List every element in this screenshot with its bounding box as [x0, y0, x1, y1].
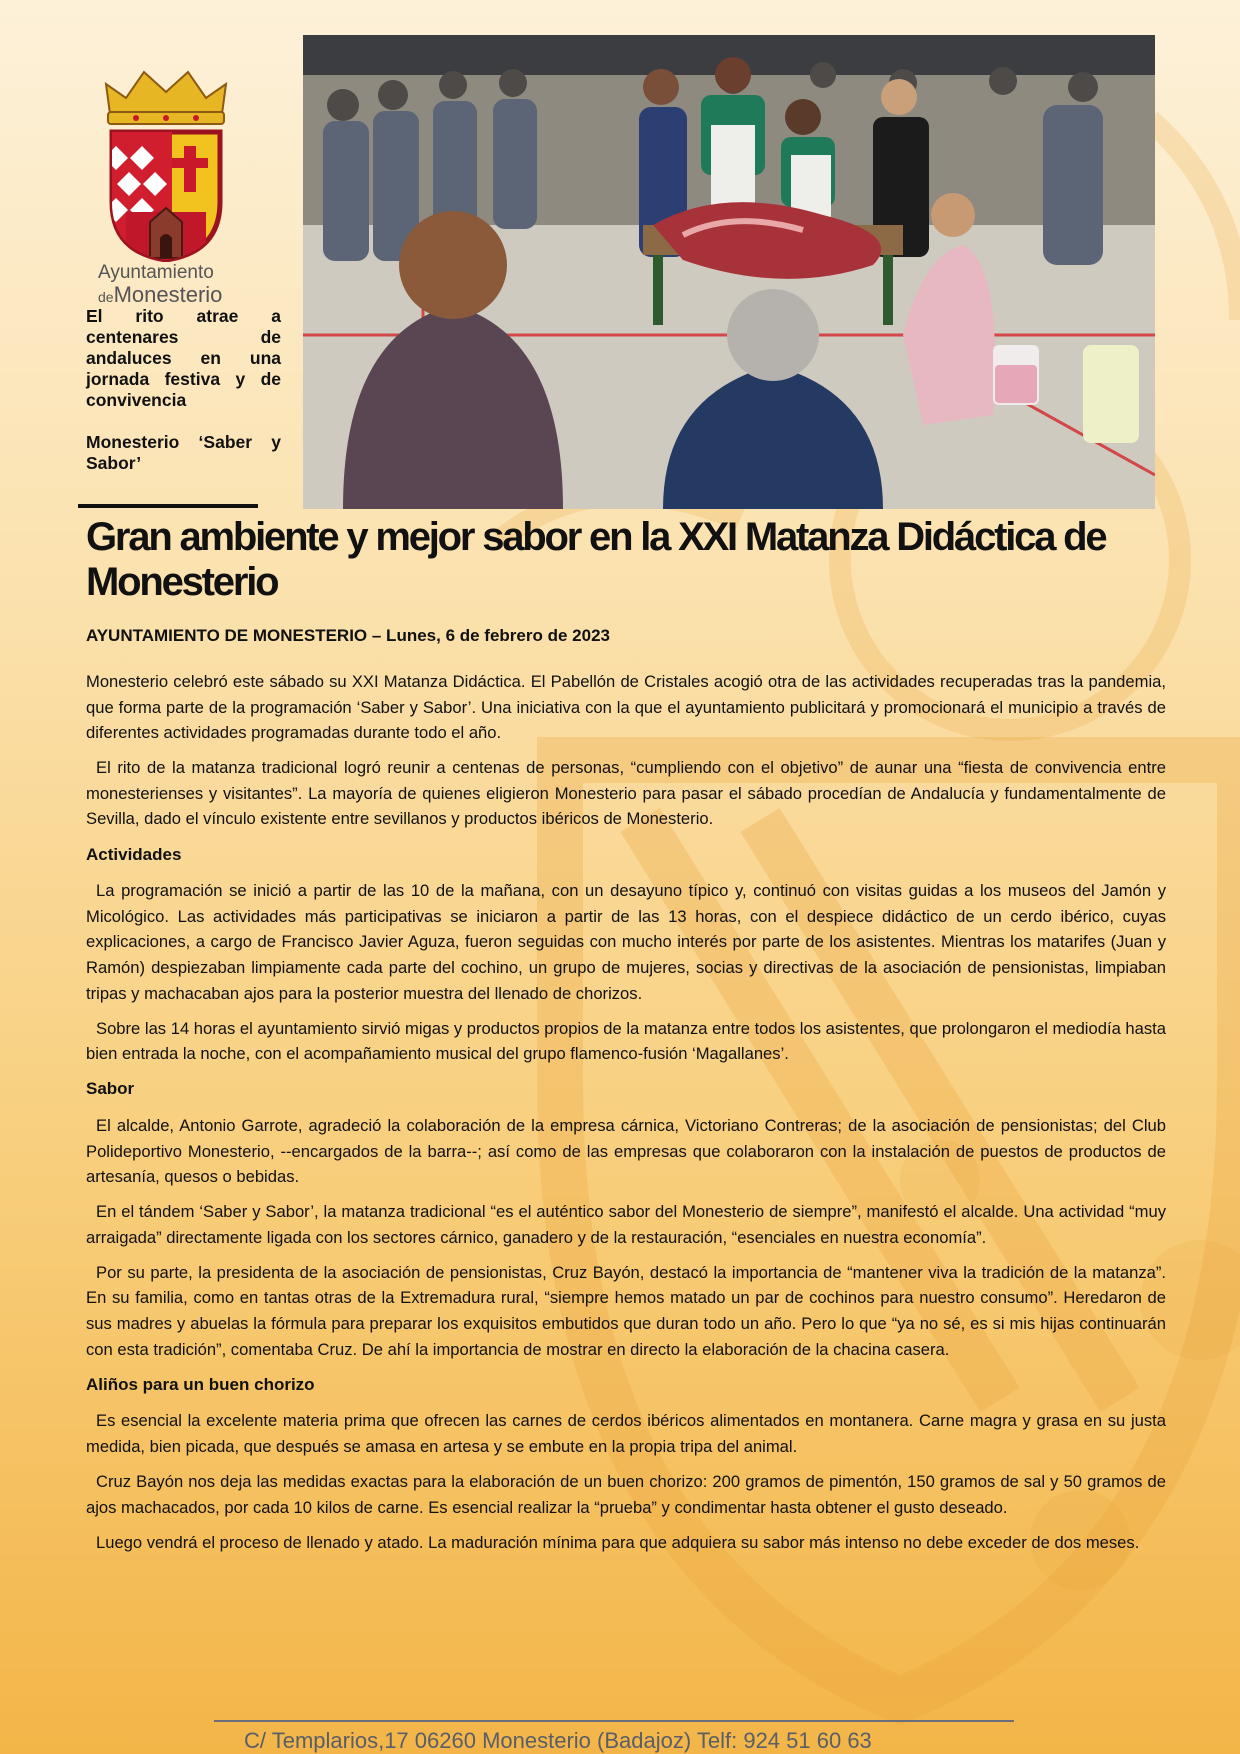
- article-kicker: Monesterio ‘Saber y Sabor’: [86, 432, 281, 473]
- divider-rule: [78, 504, 258, 508]
- footer-address: C/ Templarios,17 06260 Monesterio (Badajoz) Telf: 924 51 60 63: [244, 1728, 872, 1753]
- article-byline: AYUNTAMIENTO DE MONESTERIO – Lunes, 6 de febrero de 2023: [86, 626, 610, 645]
- paragraph: Cruz Bayón nos deja las medidas exactas para la elaboración de un buen chorizo: 200 gramos de pimentón, 150 gramos de sal y 50 gramos de ajos machacados, por cada 10 kilos de carne. Es esencial realizar la “prueba” y condimentar hasta obtener el gusto deseado.: [86, 1472, 1166, 1517]
- logo-wordmark-line1: Ayuntamiento: [98, 262, 214, 283]
- section-heading-sabor: Sabor: [86, 1079, 135, 1099]
- matanza-photo: [303, 35, 1155, 509]
- paragraph: Luego vendrá el proceso de llenado y atado. La maduración mínima para que adquiera su sabor más intenso no debe exceder de dos meses.: [96, 1532, 1140, 1552]
- paragraph: Monesterio celebró este sábado su XXI Matanza Didáctica. El Pabellón de Cristales acogió otra de las actividades recuperadas tras la pandemia, que forma parte de la programación ‘Saber y Sabor’. Una iniciativa con la que el ayuntamiento publicitará y promocionará el municipio a través de diferentes actividades programadas durante todo el año.: [86, 672, 1166, 743]
- logo-wordmark-line2: deMonesterio: [98, 282, 223, 307]
- article-headline: Gran ambiente y mejor sabor en la XXI Matanza Didáctica de Monesterio: [86, 515, 1106, 604]
- paragraph: Sobre las 14 horas el ayuntamiento sirvió migas y productos propios de la matanza entre todos los asistentes, que prolongaron el mediodía hasta bien entrada la noche, con el acompañamiento musical del grupo flamenco-fusión ‘Magallanes’.: [86, 1018, 1166, 1064]
- footer-rule: [214, 1720, 1014, 1722]
- paragraph: El rito de la matanza tradicional logró reunir a centenas de personas, “cumpliendo con el objetivo” de aunar una “fiesta de convivencia entre monesterienses y visitantes”. La mayoría de quienes eligieron Monesterio para pasar el sábado procedían de Andalucía y fundamentalmente de Sevilla, dado el vínculo existente entre sevillanos y productos ibéricos de Monesterio.: [86, 758, 1166, 829]
- paragraph: Por su parte, la presidenta de la asociación de pensionistas, Cruz Bayón, destacó la importancia de “mantener viva la tradición de la matanza”. En su familia, como en tantas otras de la Extremadura rural, “siempre hemos matado un par de cochinos para nuestro consumo”. Heredaron de sus madres y abuelas la fórmula para preparar los exquisitos embutidos que duran todo un año. Pero lo que “ya no sé, es si mis hijas continuarán con esta tradición”, comentaba Cruz. De ahí la importancia de mostrar en directo la elaboración de la chacina casera.: [86, 1262, 1166, 1359]
- section-heading-alinos: Aliños para un buen chorizo: [86, 1374, 315, 1394]
- paragraph: En el tándem ‘Saber y Sabor’, la matanza tradicional “es el auténtico sabor del Monesterio de siempre”, manifestó el alcalde. Una actividad “muy arraigada” directamente ligada con los sectores cárnico, ganadero y de la restauración, “esenciales en nuestra economía”.: [86, 1202, 1166, 1247]
- section-heading-actividades: Actividades: [86, 844, 182, 864]
- paragraph: Es esencial la excelente materia prima que ofrecen las carnes de cerdos ibéricos alimentados en montanera. Carne magra y grasa en su justa medida, bien picada, que después se amasa en artesa y se embute en la propia tripa del animal.: [86, 1411, 1166, 1456]
- paragraph: El alcalde, Antonio Garrote, agradeció la colaboración de la empresa cárnica, Victoriano Contreras; de la asociación de pensionistas; del Club Polideportivo Monesterio, --encargados de la barra--; así como de las empresas que colaboraron con la instalación de puestos de productos de artesanía, quesos o bebidas.: [86, 1115, 1166, 1187]
- paragraph: La programación se inició a partir de las 10 de la mañana, con un desayuno típico y, continuó con visitas guidas a los museos del Jamón y Micológico. Las actividades más participativas se iniciaron a partir de las 13 horas, con el despiece didáctico de un cerdo ibérico, cuyas explicaciones, a cargo de Francisco Javier Aguza, fueron seguidas con mucho interés por parte de los asistentes. Mientras los matarifes (Juan y Ramón) despiezaban limpiamente cada parte del cochino, un grupo de mujeres, socias y directivas de la asociación de pensionistas, limpiaban tripas y machacaban ajos para la posterior muestra del llenado de chorizos.: [86, 881, 1166, 1003]
- article-subtitle: El rito atrae a centenares de andaluces en una jornada festiva y de convivencia: [86, 306, 281, 410]
- coat-of-arms-icon: [86, 62, 246, 262]
- butchering-scene-image: [303, 35, 1155, 509]
- article-body: [86, 669, 1166, 1565]
